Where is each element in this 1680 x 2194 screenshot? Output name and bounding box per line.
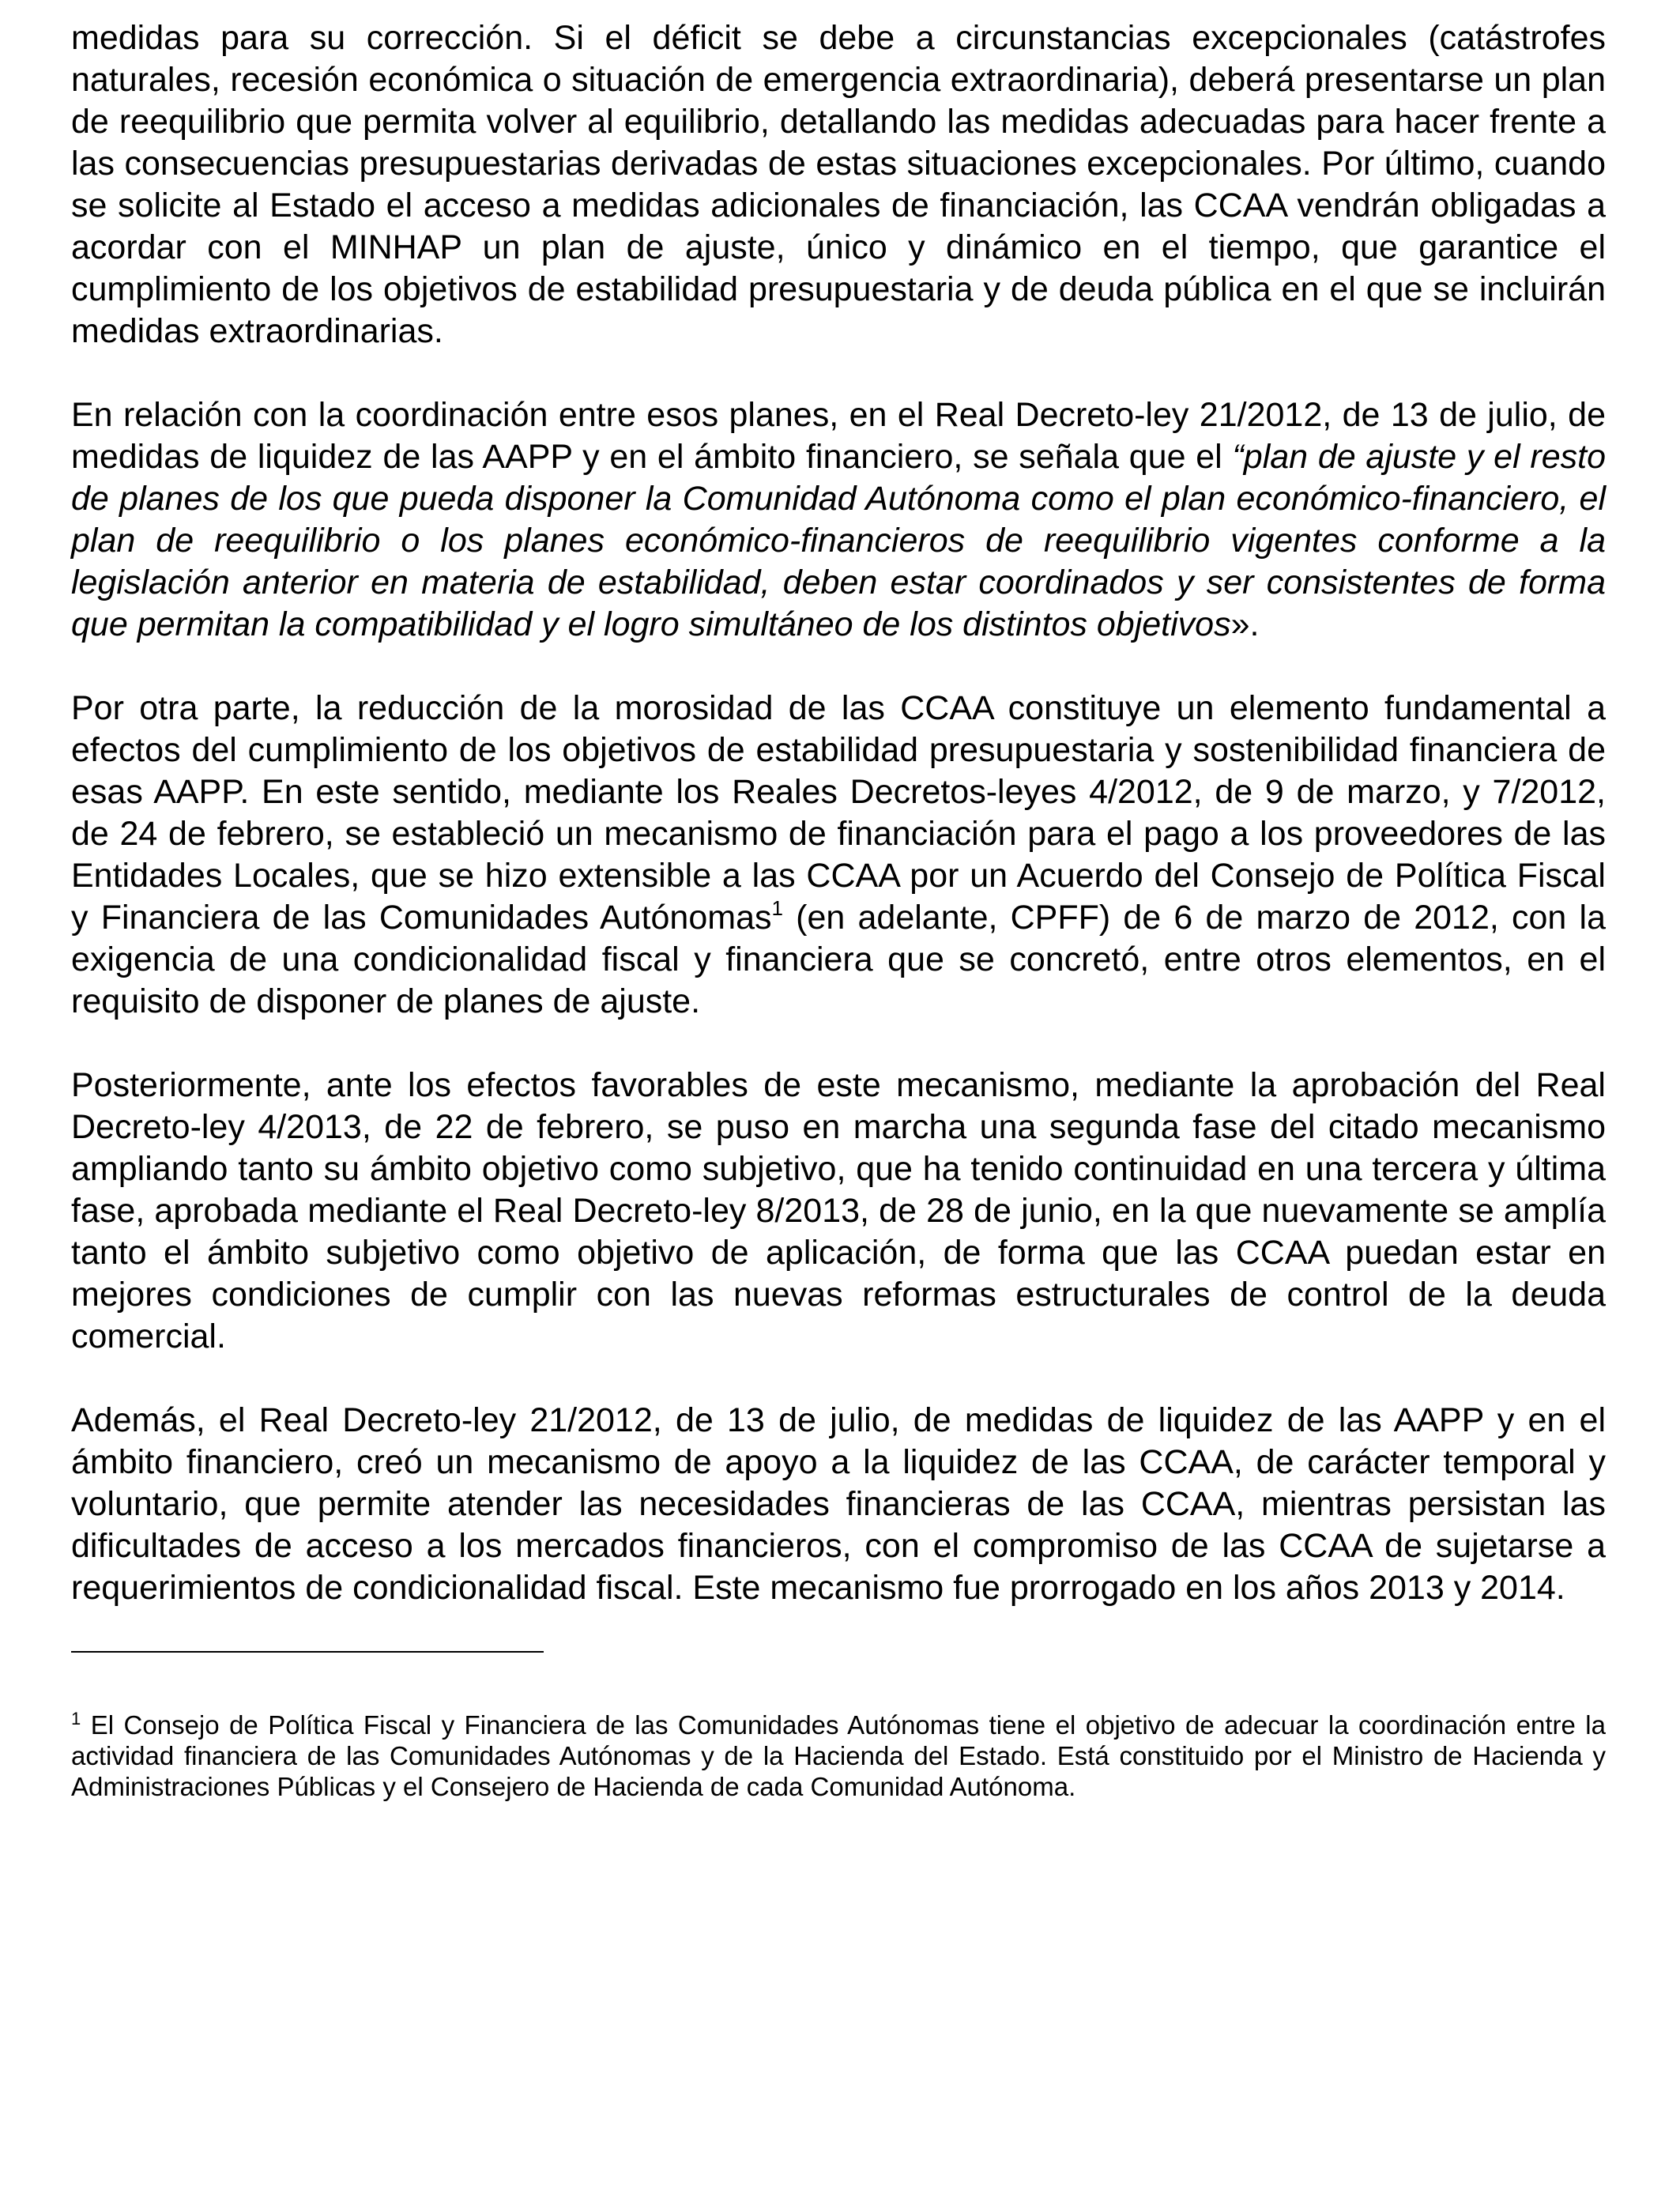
paragraph-4-text: Posteriormente, ante los efectos favorables de este mecanismo, mediante la aprobación del Real Decreto-ley 4/2013, de 22 de febrero, se puso en marcha una segunda fase del citado mecanismo ampliando tanto su ámbito objetivo como subjetivo, que ha tenido continuidad en una tercera y última fase, aprobada mediante el Real Decreto-ley 8/2013, de 28 de junio, en la que nuevamente se amplía tanto el ámbito subjetivo como objetivo de aplicación, de forma que las CCAA puedan estar en mejores condiciones de cumplir con las nuevas reformas estructurales de control de la deuda comercial. <box>71 1066 1606 1355</box>
paragraph-3-text-end: (en adelante, CPFF) de 6 de marzo de 2012, con la exigencia de una condicionalidad fiscal y financiera que se concretó, entre otros elementos, en el requisito de disponer de planes de ajuste. <box>71 899 1606 1020</box>
footnote-marker: 1 <box>71 1709 81 1728</box>
paragraph-4 <box>71 1065 1606 1358</box>
footnote-reference: 1 <box>771 895 783 920</box>
paragraph-1-text: medidas para su corrección. Si el déficit se debe a circunstancias excepcionales (catástrofes naturales, recesión económica o situación de emergencia extraordinaria), deberá presentarse un plan de reequilibrio que permita volver al equilibrio, detallando las medidas adecuadas para hacer frente a las consecuencias presupuestarias derivadas de estas situaciones excepcionales. Por último, cuando se solicite al Estado el acceso a medidas adicionales de financiación, las CCAA vendrán obligadas a acordar con el MINHAP un plan de ajuste, único y dinámico en el tiempo, que garantice el cumplimiento de los objetivos de estabilidad presupuestaria y de deuda pública en el que se incluirán medidas extraordinarias. <box>71 19 1606 350</box>
paragraph-5 <box>71 1400 1606 1609</box>
footnote-text: El Consejo de Política Fiscal y Financiera de las Comunidades Autónomas tiene el objetivo de adecuar la coordinación entre la actividad financiera de las Comunidades Autónomas y de la Hacienda del Estado. Está constituido por el Ministro de Hacienda y Administraciones Públicas y el Consejero de Hacienda de cada Comunidad Autónoma. <box>71 1710 1606 1801</box>
paragraph-3 <box>71 688 1606 1023</box>
paragraph-3-text-start: Por otra parte, la reducción de la morosidad de las CCAA constituye un elemento fundamental a efectos del cumplimiento de los objetivos de estabilidad presupuestaria y sostenibilidad financiera de esas AAPP. En este sentido, mediante los Reales Decretos-leyes 4/2012, de 9 de marzo, y 7/2012, de 24 de febrero, se estableció un mecanismo de financiación para el pago a los proveedores de las Entidades Locales, que se hizo extensible a las CCAA por un Acuerdo del Consejo de Política Fiscal y Financiera de las Comunidades Autónomas <box>71 689 1606 937</box>
paragraph-1 <box>71 17 1606 352</box>
paragraph-2-quote: “plan de ajuste y el resto de planes de los que pueda disponer la Comunidad Autónoma como el plan económico-financiero, el plan de reequilibrio o los planes económico-financieros de reequilibrio vigentes conforme a la legislación anterior en materia de estabilidad, deben estar coordinados y ser consistentes de forma que permitan la compatibilidad y el logro simultáneo de los distintos objetivos <box>71 438 1606 643</box>
footnote <box>71 1710 1606 1802</box>
footnote-separator <box>71 1651 544 1653</box>
document-page <box>71 17 1606 1802</box>
paragraph-2 <box>71 394 1606 646</box>
paragraph-2-intro: En relación con la coordinación entre esos planes, en el Real Decreto-ley 21/2012, de 13 de julio, de medidas de liquidez de las AAPP y en el ámbito financiero, se señala que el <box>71 396 1606 476</box>
paragraph-2-end: ». <box>1230 605 1260 643</box>
paragraph-5-text: Además, el Real Decreto-ley 21/2012, de 13 de julio, de medidas de liquidez de las AAPP y en el ámbito financiero, creó un mecanismo de apoyo a la liquidez de las CCAA, de carácter temporal y voluntario, que permite atender las necesidades financieras de las CCAA, mientras persistan las dificultades de acceso a los mercados financieros, con el compromiso de las CCAA de sujetarse a requerimientos de condicionalidad fiscal. Este mecanismo fue prorrogado en los años 2013 y 2014. <box>71 1401 1606 1607</box>
